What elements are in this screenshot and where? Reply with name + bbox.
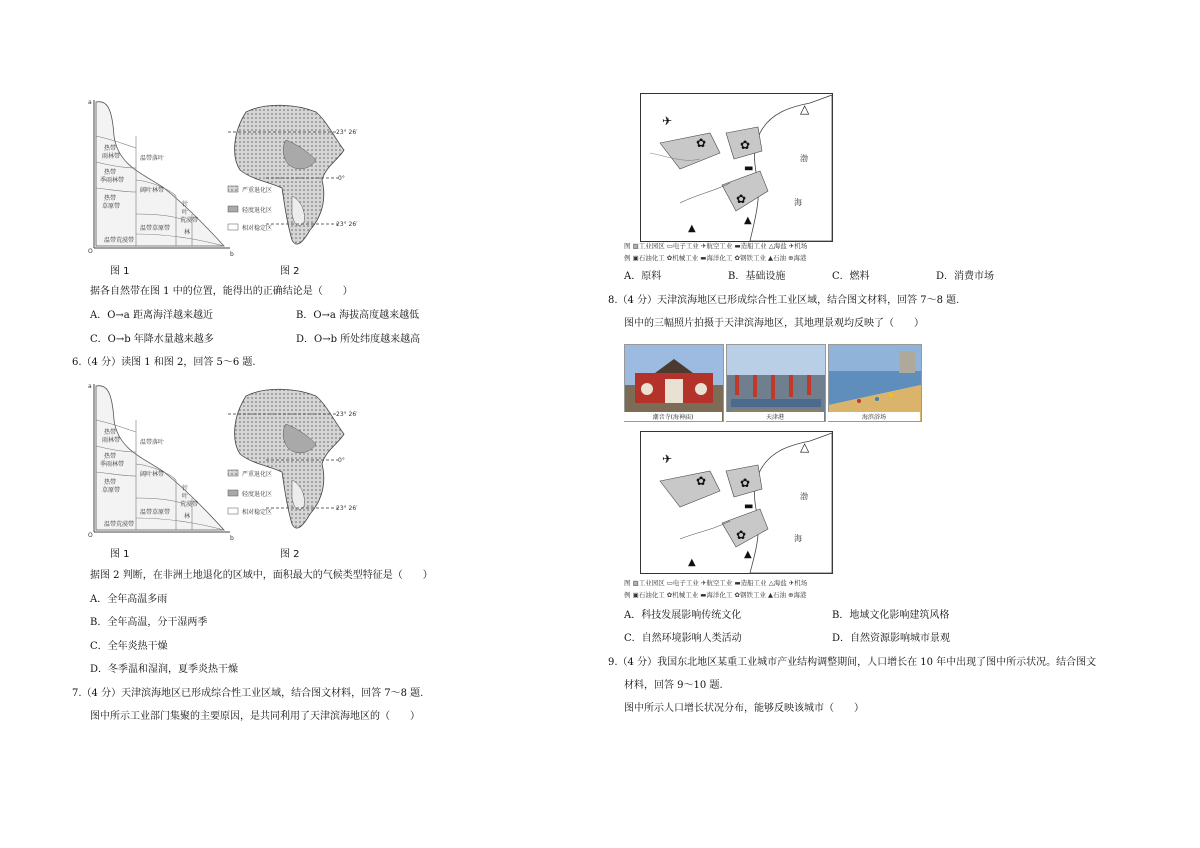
latitude-label: 23° 26′ bbox=[336, 505, 358, 512]
chart-label: 温带草原带 bbox=[140, 225, 171, 232]
chart-label: 温带荒漠带 bbox=[104, 237, 135, 244]
chart-label: 叶 bbox=[182, 493, 189, 500]
map-legend-label: 轻度退化区 bbox=[242, 207, 273, 214]
figure-caption: 图 1 bbox=[110, 266, 130, 277]
map-legend-label: 相对稳定区 bbox=[242, 225, 273, 232]
chart-label: 热带 bbox=[104, 453, 117, 460]
africa-map-2 bbox=[226, 384, 366, 534]
sea-label: 渤 bbox=[800, 154, 808, 163]
axis-o-label: O bbox=[88, 248, 93, 255]
chart-label: 针 bbox=[182, 485, 189, 492]
chart-label: 林 bbox=[184, 229, 191, 236]
latitude-label: 23° 26′ bbox=[336, 221, 358, 228]
svg-text:✿: ✿ bbox=[696, 136, 707, 150]
latitude-label: 0° bbox=[338, 175, 345, 182]
svg-text:✿: ✿ bbox=[740, 476, 751, 490]
africa-map-1 bbox=[226, 100, 366, 250]
svg-text:▬: ▬ bbox=[744, 163, 754, 174]
axis-a-label: a bbox=[88, 99, 92, 106]
sea-label: 海 bbox=[794, 534, 802, 543]
svg-text:▲: ▲ bbox=[688, 557, 696, 568]
chart-label: 季雨林带 bbox=[100, 461, 125, 468]
svg-text:✿: ✿ bbox=[736, 528, 747, 542]
q8-option-c: C．自然环境影响人类活动 bbox=[624, 633, 742, 644]
axis-o-label: O bbox=[88, 532, 93, 539]
latitude-label: 23° 26′ bbox=[336, 129, 358, 136]
latitude-label: 0° bbox=[338, 457, 345, 464]
chart-label: 林 bbox=[184, 513, 191, 520]
map-legend-line: 图 ▨工业园区 ▭电子工业 ✈航空工业 ▬造船工业 △海盐 ✈机场 bbox=[624, 242, 808, 250]
question-5-stem: 据各自然带在图 1 中的位置，能得出的正确结论是（ ） bbox=[90, 286, 353, 297]
q5-option-a: A．O→a 距离海洋越来越近 bbox=[90, 310, 213, 321]
question-7-stem: 图中所示工业部门集聚的主要原因，是共同利用了天津滨海地区的（ ） bbox=[90, 711, 420, 722]
q6-option-c: C．全年炎热干燥 bbox=[90, 641, 168, 652]
q7-option-d: D．消费市场 bbox=[936, 271, 995, 282]
svg-text:▲: ▲ bbox=[688, 223, 696, 234]
map-legend-label: 相对稳定区 bbox=[242, 509, 273, 516]
chart-label: 叶 bbox=[182, 209, 189, 216]
tianjin-map-2 bbox=[640, 431, 834, 581]
svg-text:✈: ✈ bbox=[662, 452, 673, 466]
sea-label: 渤 bbox=[800, 492, 808, 501]
map-legend-line: 例 ▣石油化工 ✿机械工业 ▬海洋化工 ✿钢铁工业 ▲石油 ⊕海港 bbox=[624, 591, 807, 599]
svg-text:✿: ✿ bbox=[696, 474, 707, 488]
tianjin-map-1 bbox=[640, 93, 834, 261]
figure-block-2 bbox=[84, 380, 244, 540]
q8-option-a: A．科技发展影响传统文化 bbox=[624, 610, 742, 621]
chart-label: 荒漠带 bbox=[180, 217, 199, 224]
latitude-label: 23° 26′ bbox=[336, 411, 358, 418]
question-9-intro: 9.（4 分）我国东北地区某重工业城市产业结构调整期间，人口增长在 10 年中出现了图中所示状况。结合图文 bbox=[608, 657, 1097, 668]
photo-caption: 潮音寺(海神庙) bbox=[624, 412, 722, 421]
map-legend-label: 轻度退化区 bbox=[242, 491, 273, 498]
map-legend-line: 例 ▣石油化工 ✿机械工业 ▬海洋化工 ✿钢铁工业 ▲石油 ⊕海港 bbox=[624, 254, 807, 262]
chart-label: 热带 bbox=[104, 169, 117, 176]
question-6-intro: 6.（4 分）读图 1 和图 2，回答 5～6 题. bbox=[72, 357, 256, 368]
question-8-stem: 图中的三幅照片拍摄于天津滨海地区，其地理景观均反映了（ ） bbox=[624, 318, 924, 329]
axis-b-label: b bbox=[230, 251, 234, 258]
photo-port bbox=[726, 344, 826, 422]
chart-label: 雨林带 bbox=[102, 153, 121, 160]
chart-label: 热带 bbox=[104, 429, 117, 436]
sea-label: 海 bbox=[794, 198, 802, 207]
q5-option-b: B．O→a 海拔高度越来越低 bbox=[296, 310, 420, 321]
figure-caption: 图 2 bbox=[280, 549, 300, 560]
chart-label: 季雨林带 bbox=[100, 177, 125, 184]
figure-caption: 图 1 bbox=[110, 549, 130, 560]
africa-map-svg bbox=[226, 384, 366, 534]
q5-option-c: C．O→b 年降水量越来越多 bbox=[90, 334, 214, 345]
photo-beach bbox=[828, 344, 922, 422]
chart-label: 阔叶林带 bbox=[140, 471, 165, 478]
q7-option-a: A．原料 bbox=[624, 271, 662, 282]
question-6-stem: 据图 2 判断，在非洲土地退化的区域中，面积最大的气候类型特征是（ ） bbox=[90, 570, 433, 581]
q7-option-b: B．基础设施 bbox=[728, 271, 786, 282]
africa-map-svg bbox=[226, 100, 366, 250]
chart-label: 温带落叶 bbox=[140, 155, 165, 162]
svg-text:△: △ bbox=[800, 440, 810, 454]
q6-option-d: D．冬季温和湿润，夏季炎热干燥 bbox=[90, 664, 239, 675]
tianjin-map-svg bbox=[640, 431, 834, 581]
map-legend-label: 严重退化区 bbox=[242, 187, 273, 194]
chart-label: 热带 bbox=[104, 195, 117, 202]
axis-b-label: b bbox=[230, 535, 234, 540]
chart-label: 温带草原带 bbox=[140, 509, 171, 516]
svg-text:▲: ▲ bbox=[744, 215, 752, 226]
question-7-intro: 7.（4 分）天津滨海地区已形成综合性工业区域，结合图文材料，回答 7～8 题. bbox=[72, 688, 424, 699]
photo-temple bbox=[624, 344, 724, 422]
question-9-stem: 图中所示人口增长状况分布，能够反映该城市（ ） bbox=[624, 703, 864, 714]
chart-label: 雨林带 bbox=[102, 437, 121, 444]
tianjin-map-svg bbox=[640, 93, 834, 261]
map-legend-label: 严重退化区 bbox=[242, 471, 273, 478]
question-9-intro-cont: 材料，回答 9～10 题. bbox=[624, 680, 723, 691]
chart-label: 针 bbox=[182, 201, 189, 208]
q8-option-d: D．自然资源影响城市景观 bbox=[832, 633, 951, 644]
chart-label: 草原带 bbox=[102, 203, 121, 210]
photo-caption: 天津港 bbox=[726, 412, 824, 421]
chart-label: 阔叶林带 bbox=[140, 187, 165, 194]
svg-text:△: △ bbox=[800, 102, 810, 116]
natural-belt-chart-2 bbox=[84, 380, 244, 540]
svg-text:▬: ▬ bbox=[744, 501, 754, 512]
svg-text:✿: ✿ bbox=[736, 192, 747, 206]
chart-label: 草原带 bbox=[102, 487, 121, 494]
map-legend-line: 图 ▨工业园区 ▭电子工业 ✈航空工业 ▬造船工业 △海盐 ✈机场 bbox=[624, 579, 808, 587]
svg-text:✈: ✈ bbox=[662, 114, 673, 128]
q6-option-b: B．全年高温，分干湿两季 bbox=[90, 617, 208, 628]
q8-option-b: B．地域文化影响建筑风格 bbox=[832, 610, 950, 621]
chart-label: 温带荒漠带 bbox=[104, 521, 135, 528]
svg-text:✿: ✿ bbox=[740, 138, 751, 152]
question-8-intro: 8.（4 分）天津滨海地区已形成综合性工业区域，结合图文材料，回答 7～8 题. bbox=[608, 295, 960, 306]
q6-option-a: A．全年高温多雨 bbox=[90, 594, 168, 605]
chart-label: 温带落叶 bbox=[140, 439, 165, 446]
chart-label: 荒漠带 bbox=[180, 501, 199, 508]
photo-caption: 海滨浴场 bbox=[828, 412, 920, 421]
chart-label: 热带 bbox=[104, 479, 117, 486]
axis-a-label: a bbox=[88, 383, 92, 390]
figure-caption: 图 2 bbox=[280, 266, 300, 277]
q7-option-c: C．燃料 bbox=[832, 271, 870, 282]
chart-label: 热带 bbox=[104, 145, 117, 152]
svg-text:▲: ▲ bbox=[744, 549, 752, 560]
q5-option-d: D．O→b 所处纬度越来越高 bbox=[296, 334, 421, 345]
